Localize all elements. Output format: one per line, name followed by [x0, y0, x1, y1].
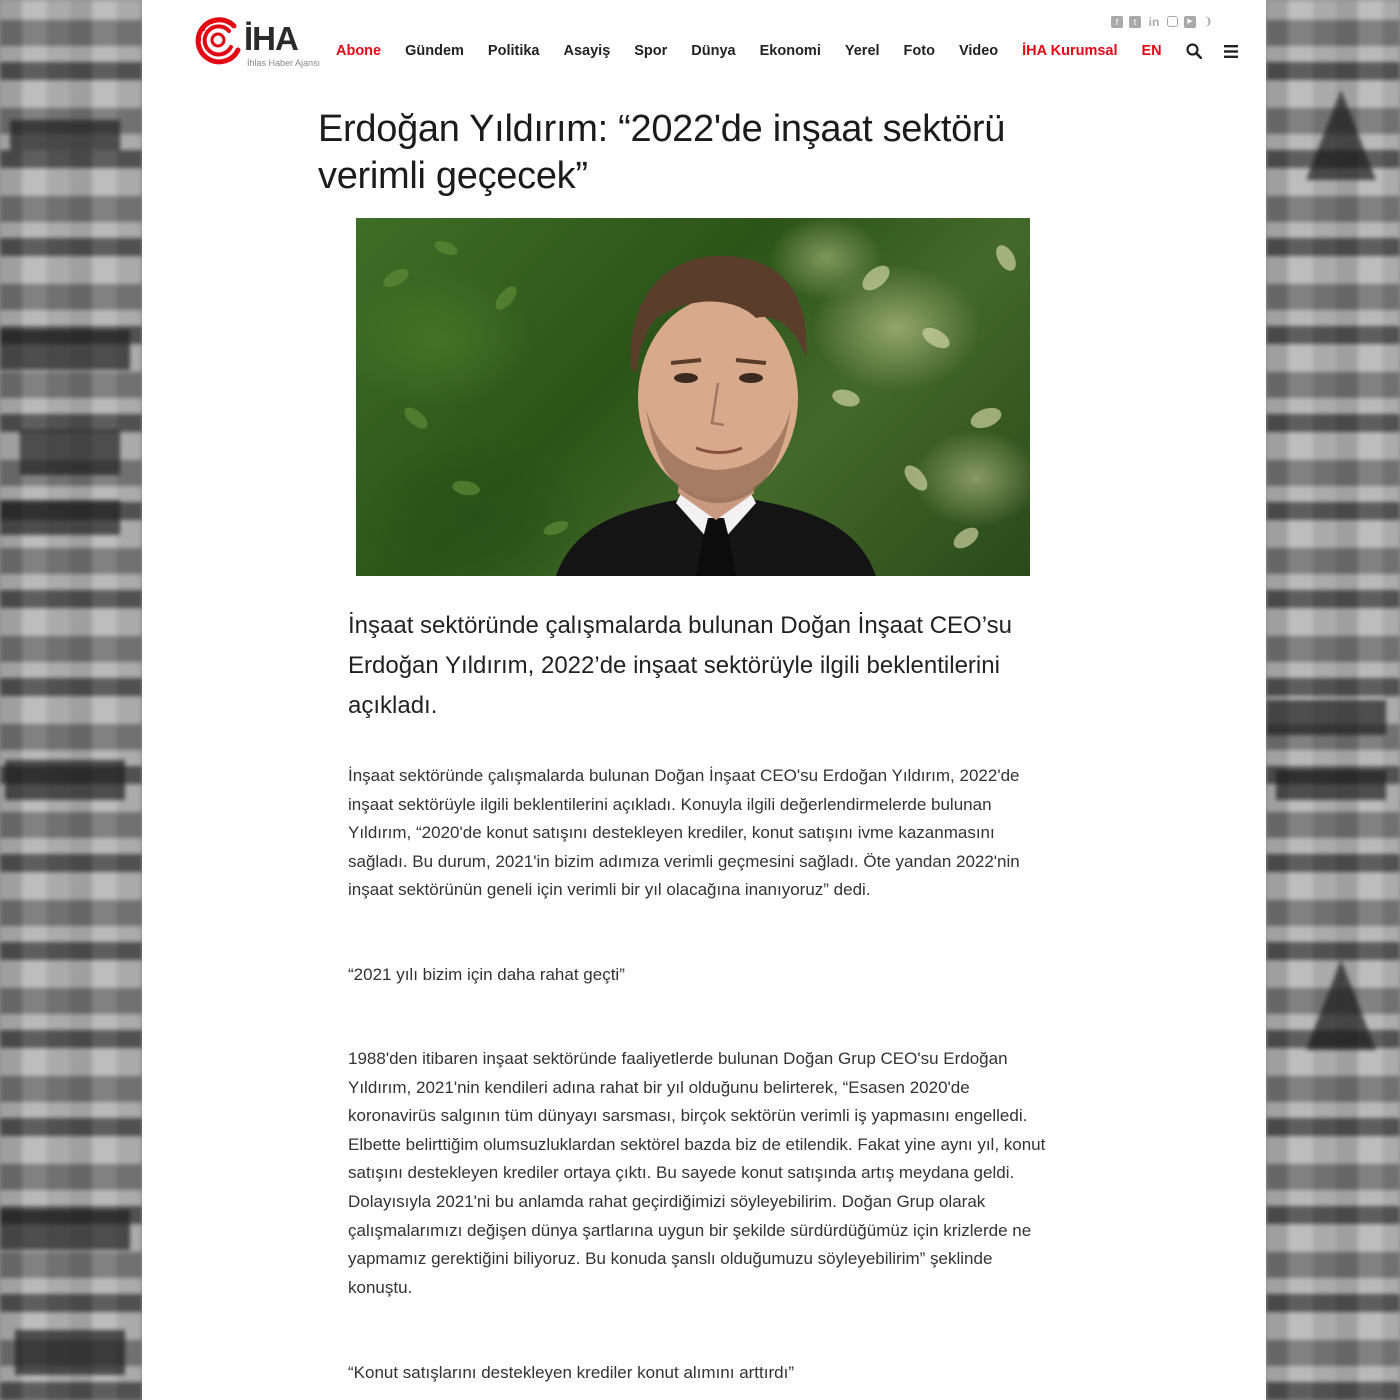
article-lead: İnşaat sektöründe çalışmalarda bulunan Doğan İnşaat CEO’su Erdoğan Yıldırım, 2022’de inşaat sektörüyle ilgili beklentilerini açıkladı. [348, 612, 1012, 719]
logo-subtitle: İhlas Haber Ajansı [247, 58, 321, 68]
nav-foto[interactable]: Foto [903, 43, 935, 59]
article-title: Erdoğan Yıldırım: “2022'de inşaat sektörü verimli geçecek” [318, 108, 1006, 197]
article-subheading: “2021 yılı bizim için daha rahat geçti” [348, 965, 625, 984]
main-nav [336, 40, 1260, 62]
nav-abone[interactable]: Abone [336, 43, 382, 59]
nav-asayis[interactable]: Asayiş [563, 43, 611, 59]
nav-politika[interactable]: Politika [487, 43, 540, 59]
article-photo [356, 218, 1030, 576]
background-newspaper-left [0, 0, 142, 1400]
nav-video[interactable]: Video [958, 43, 999, 59]
rss-icon[interactable]: ❩ [1203, 16, 1213, 28]
instagram-icon[interactable] [1167, 16, 1178, 27]
youtube-icon[interactable]: ▶ [1184, 16, 1196, 28]
menu-icon[interactable] [1224, 45, 1238, 58]
social-links [1111, 16, 1214, 28]
nav-ekonomi[interactable]: Ekonomi [759, 43, 821, 59]
linkedin-icon[interactable]: in [1148, 15, 1160, 29]
iha-logo-mark-icon [194, 16, 244, 66]
nav-spor[interactable]: Spor [634, 43, 668, 59]
facebook-icon[interactable]: f [1111, 16, 1123, 28]
background-newspaper-right [1266, 0, 1400, 1400]
article-subheading: “Konut satışlarını destekleyen krediler konut alımını arttırdı” [348, 1363, 794, 1382]
article-page [142, 0, 1266, 1400]
logo-text: İHA [244, 20, 298, 57]
nav-yerel[interactable]: Yerel [844, 43, 880, 59]
twitter-icon[interactable]: t [1129, 16, 1141, 28]
nav-en[interactable]: EN [1141, 43, 1162, 59]
nav-iha-kurumsal[interactable]: İHA Kurumsal [1022, 43, 1118, 59]
nav-dunya[interactable]: Dünya [691, 43, 736, 59]
article-paragraph: 1988'den itibaren inşaat sektöründe faaliyetlerde bulunan Doğan Grup CEO'su Erdoğan Yıldırım, 2021'nin kendileri adına rahat bir yıl olduğunu belirterek, “Esasen 2020'de koronavirüs salgının tüm dünyayı sarsması, birçok sektörün verimli iş yapmasını engelledi. Elbette belirttiğim olumsuzluklardan sektörel bazda biz de etilendik. Fakat yine aynı yıl, konut satışını destekleyen krediler ortaya çıktı. Bu sayede konut satışında artış meydana geldi. Dolayısıyla 2021'ni bu anlamda rahat geçirdiğimizi söyleyebilirim. Doğan Grup olarak çalışmalarımızı değişen dünya şartlarına uygun bir şekilde sürdürdüğümüz için krizlerde ne yapmamız gerektiğini biliyoruz. Bu konuda şanslı olduğumuzu söyleyebilirim” şeklinde konuştu. [348, 1049, 1046, 1297]
nav-gundem[interactable]: Gündem [405, 43, 464, 59]
iha-logo[interactable] [194, 14, 329, 70]
article-paragraph: İnşaat sektöründe çalışmalarda bulunan Doğan İnşaat CEO'su Erdoğan Yıldırım, 2022'de inşaat sektörüyle ilgili beklentilerini açıkladı. Konuyla ilgili değerlendirmelerde bulunan Yıldırım, “2020'de konut satışını destekleyen krediler, konut satışını ivme kazanmasını sağladı. Bu durum, 2021'in bizim adımıza verimli geçmesini sağladı. Öte yandan 2022'nin inşaat sektörünün geneli için verimli bir yıl olacağına inanıyoruz” dedi. [348, 766, 1020, 900]
search-icon[interactable] [1186, 43, 1202, 59]
